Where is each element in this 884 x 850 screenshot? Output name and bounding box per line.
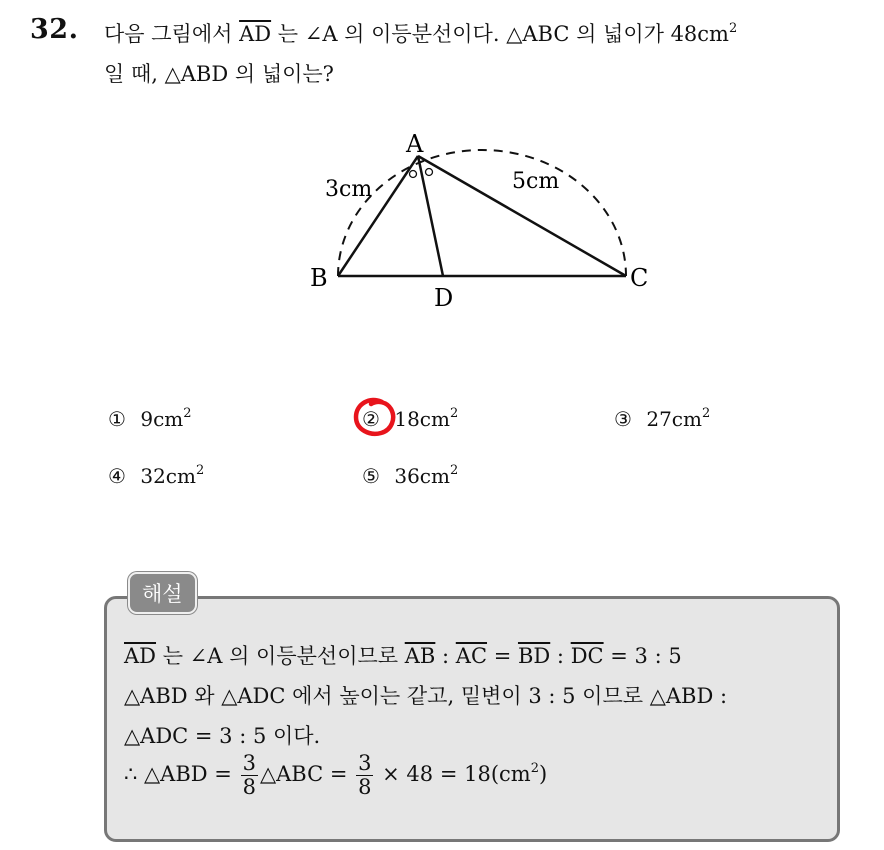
superscript: 2 <box>530 761 539 777</box>
segment-bd: $\overline{BD}$ <box>517 644 551 668</box>
numerator: 3 <box>242 751 256 775</box>
question-line-2: 일 때, △ABD 의 넓이는? <box>104 62 334 86</box>
choice-3[interactable] <box>614 407 710 431</box>
numerator: 3 <box>358 751 372 775</box>
choice-text: 36cm <box>394 464 450 488</box>
fraction <box>356 752 373 799</box>
segment-ad: $\overline{AD}$ <box>124 644 157 668</box>
solution-line-4 <box>124 752 547 799</box>
angle-mark <box>410 171 417 178</box>
label-b: B <box>310 264 328 292</box>
segment-ad: $\overline{AD}$ <box>239 22 272 46</box>
solution-text: 는 ∠A 의 이등분선이므로 <box>156 644 405 668</box>
question-number: 32. <box>30 14 79 45</box>
superscript: 2 <box>728 21 738 36</box>
solution-box <box>104 596 840 842</box>
solution-tab: 해설 <box>128 572 197 614</box>
solution-line-2: △ABD 와 △ADC 에서 높이는 같고, 밑변이 3 : 5 이므로 △ABD : <box>124 684 728 708</box>
colon: : <box>435 644 456 668</box>
denominator: 8 <box>242 775 256 800</box>
solution-text: ) <box>538 762 548 787</box>
label-a: A <box>406 130 424 158</box>
choice-marker: ③ <box>614 407 632 431</box>
superscript: 2 <box>701 406 711 421</box>
label-d: D <box>434 284 454 312</box>
segment-ab: $\overline{AB}$ <box>404 644 436 668</box>
fraction <box>241 752 258 799</box>
label-ac-length: 5cm <box>512 169 560 194</box>
choice-marker: ① <box>108 407 126 431</box>
solution-text: × 48 = 18(cm <box>375 762 531 787</box>
choice-marker: ④ <box>108 464 126 488</box>
question-line-1 <box>104 18 737 48</box>
superscript: 2 <box>195 463 205 478</box>
solution-text: ∴ △ABD = <box>124 762 239 787</box>
choice-5[interactable] <box>362 464 458 488</box>
segment-ac: $\overline{AC}$ <box>455 644 488 668</box>
question-text: 는 ∠A 의 이등분선이다. △ABC 의 넓이가 48cm <box>271 22 729 46</box>
label-ab-length: 3cm <box>325 177 373 202</box>
question-text: 다음 그림에서 <box>104 22 240 46</box>
triangle-figure <box>300 120 680 320</box>
bisector-ad <box>418 156 443 276</box>
side-ab <box>338 156 418 276</box>
colon: : <box>550 644 571 668</box>
superscript: 2 <box>449 406 459 421</box>
choice-text: 18cm <box>394 407 450 431</box>
solution-line-3: △ADC = 3 : 5 이다. <box>124 724 321 748</box>
solution-text: = 3 : 5 <box>603 644 682 668</box>
superscript: 2 <box>183 406 192 421</box>
choice-marker: ② <box>362 407 380 431</box>
denominator: 8 <box>358 775 372 800</box>
choice-text: 9cm <box>140 407 184 431</box>
solution-text: △ABC = <box>259 762 355 787</box>
choice-text: 32cm <box>140 464 196 488</box>
answer-circle-mark <box>352 396 398 438</box>
choice-4[interactable] <box>108 464 204 488</box>
choice-marker: ⑤ <box>362 464 380 488</box>
angle-mark <box>426 169 433 176</box>
choice-1[interactable] <box>108 407 192 431</box>
segment-dc: $\overline{DC}$ <box>570 644 604 668</box>
solution-line-1 <box>124 640 682 670</box>
label-c: C <box>630 264 649 292</box>
superscript: 2 <box>449 463 459 478</box>
choice-text: 27cm <box>646 407 702 431</box>
equals: = <box>487 644 518 668</box>
